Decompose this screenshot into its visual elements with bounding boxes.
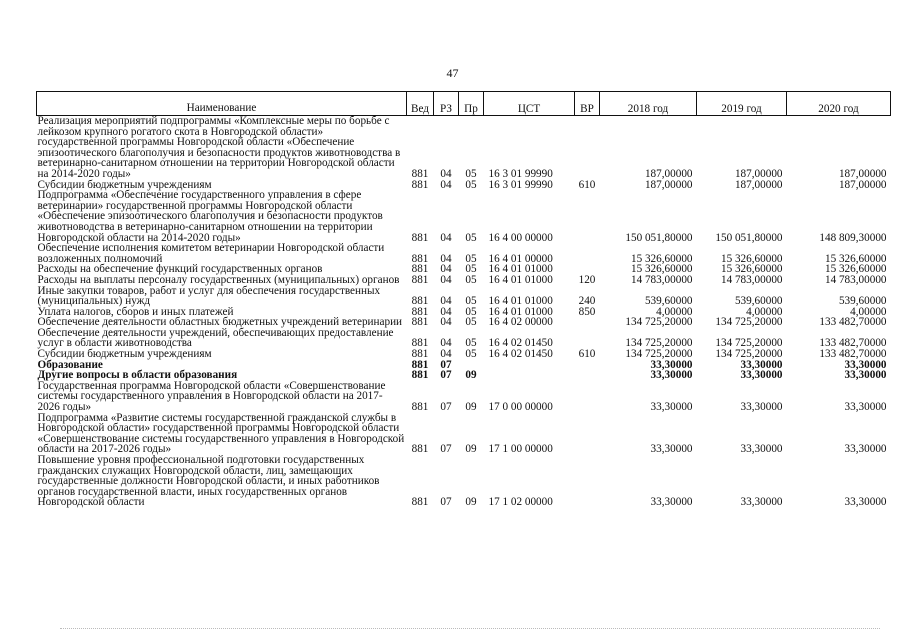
cell-vr xyxy=(575,317,600,328)
cell-year-2019: 134 725,20000 xyxy=(715,348,783,361)
cell-cst: 16 4 01 01000 xyxy=(488,263,553,276)
cell-year-2020: 33,30000 xyxy=(844,496,887,509)
header-name: Наименование xyxy=(37,92,407,116)
cell-name: Иные закупки товаров, работ и услуг для обеспечения государственных (муниципальных) нужд xyxy=(37,284,381,308)
cell-cst xyxy=(484,370,575,381)
cell-year-2020: 33,30000 xyxy=(844,369,887,382)
page-bottom-divider xyxy=(60,628,880,629)
cell-name: Расходы на обеспечение функций государственных органов xyxy=(37,263,323,276)
page-number: 47 xyxy=(446,66,459,80)
cell-name: Подпрограмма «Развитие системы государственной гражданской службы в Новгородской области» государственной программы Новгородской области «Совершенствование системы государственного управления в Новгородской области на 2017-2026 годы» xyxy=(37,411,405,456)
cell-pr: 05 xyxy=(465,167,477,180)
cell-cst: 16 3 01 99990 xyxy=(488,167,553,180)
cell-ved: 881 xyxy=(411,295,429,308)
cell-ved: 881 xyxy=(411,167,429,180)
cell-rz: 04 xyxy=(440,348,452,361)
cell-year-2019: 14 783,00000 xyxy=(720,273,783,286)
cell-name: Обеспечение деятельности областных бюджетных учреждений ветеринарии xyxy=(37,316,403,329)
cell-vr xyxy=(575,190,600,243)
cell-rz: 04 xyxy=(440,305,452,318)
cell-cst: 17 1 02 00000 xyxy=(488,496,553,509)
cell-cst: 16 4 02 00000 xyxy=(488,316,553,329)
cell-year-2020: 539,60000 xyxy=(838,295,887,308)
cell-ved: 881 xyxy=(411,273,429,286)
cell-year-2018: 539,60000 xyxy=(644,295,693,308)
cell-pr: 05 xyxy=(465,316,477,329)
cell-name: Государственная программа Новгородской области «Совершенствование системы государственного управления в Новгородской области на 2017-2026 годы» xyxy=(37,379,386,414)
cell-vr: 120 xyxy=(578,273,596,286)
cell-cst: 16 4 01 01000 xyxy=(488,295,553,308)
table-row xyxy=(37,275,891,286)
cell-cst: 17 1 00 00000 xyxy=(488,443,553,456)
budget-table xyxy=(36,91,891,508)
cell-cst: 16 4 00 00000 xyxy=(488,231,553,244)
cell-rz: 04 xyxy=(440,263,452,276)
table-row xyxy=(37,243,891,264)
cell-year-2020: 133 482,70000 xyxy=(819,348,887,361)
cell-pr: 05 xyxy=(465,348,477,361)
cell-vr xyxy=(575,413,600,455)
cell-ved: 881 xyxy=(411,305,429,318)
cell-rz: 04 xyxy=(440,337,452,350)
cell-year-2020: 187,00000 xyxy=(838,167,887,180)
cell-year-2020: 148 809,30000 xyxy=(819,231,887,244)
cell-year-2020: 14 783,00000 xyxy=(824,273,887,286)
header-rz: РЗ xyxy=(434,92,459,116)
cell-ved: 881 xyxy=(411,178,429,191)
cell-ved: 881 xyxy=(411,316,429,329)
cell-year-2018: 14 783,00000 xyxy=(630,273,693,286)
cell-year-2020: 133 482,70000 xyxy=(819,337,887,350)
cell-name: Реализация мероприятий подпрограммы «Комплексные меры по борьбе с лейкозом крупного рогатого скота в Новгородской области» государственной программы Новгородской области «Обеспечение эпизоотического благополучия и безопасности продуктов животноводства в ветеринарно-санитарном отношении на территории Новгородской области на 2014-2020 годы» xyxy=(37,115,401,180)
cell-vr: 240 xyxy=(578,295,596,308)
cell-pr: 05 xyxy=(465,231,477,244)
cell-year-2018: 33,30000 xyxy=(650,401,693,414)
cell-year-2018: 150 051,80000 xyxy=(625,231,693,244)
cell-pr: 05 xyxy=(465,273,477,286)
cell-year-2018: 134 725,20000 xyxy=(625,348,693,361)
cell-year-2018: 187,00000 xyxy=(644,167,693,180)
cell-year-2018: 15 326,60000 xyxy=(630,263,693,276)
header-cst: ЦСТ xyxy=(484,92,575,116)
cell-rz: 04 xyxy=(440,178,452,191)
cell-name: Расходы на выплаты персоналу государственных (муниципальных) органов xyxy=(37,273,400,286)
cell-year-2019: 539,60000 xyxy=(734,295,783,308)
cell-vr xyxy=(575,381,600,413)
cell-ved: 881 xyxy=(411,231,429,244)
cell-year-2018: 33,30000 xyxy=(650,358,693,371)
table-row xyxy=(37,381,891,413)
header-2018: 2018 год xyxy=(600,92,697,116)
cell-cst xyxy=(484,360,575,371)
cell-vr xyxy=(575,455,600,508)
cell-year-2018: 15 326,60000 xyxy=(630,252,693,265)
cell-year-2019: 4,00000 xyxy=(746,305,783,318)
cell-year-2019: 134 725,20000 xyxy=(715,316,783,329)
cell-name: Уплата налогов, сборов и иных платежей xyxy=(37,305,234,318)
cell-rz: 04 xyxy=(440,295,452,308)
table-row xyxy=(37,455,891,508)
cell-pr: 05 xyxy=(465,263,477,276)
table-row xyxy=(37,190,891,243)
cell-pr: 05 xyxy=(465,252,477,265)
cell-ved: 881 xyxy=(411,401,429,414)
cell-year-2020: 33,30000 xyxy=(844,401,887,414)
header-vr: ВР xyxy=(575,92,600,116)
cell-vr: 850 xyxy=(578,305,596,318)
cell-year-2020: 33,30000 xyxy=(844,358,887,371)
cell-pr: 09 xyxy=(465,496,477,509)
cell-name: Образование xyxy=(37,358,103,371)
table-body xyxy=(37,116,891,508)
cell-year-2019: 187,00000 xyxy=(734,178,783,191)
cell-year-2018: 33,30000 xyxy=(650,443,693,456)
cell-year-2018: 33,30000 xyxy=(650,496,693,509)
cell-year-2019: 15 326,60000 xyxy=(720,263,783,276)
cell-year-2020: 15 326,60000 xyxy=(824,263,887,276)
cell-year-2019: 187,00000 xyxy=(734,167,783,180)
cell-name: Подпрограмма «Обеспечение государственного управления в сфере ветеринарии» государственной программы Новгородской области «Обеспечение эпизоотического благополучия и безопасности продуктов животноводства в ветеринарно-санитарном отношении на территории Новгородской области на 2014-2020 годы» xyxy=(37,189,383,244)
cell-cst: 16 4 02 01450 xyxy=(488,348,553,361)
table-row xyxy=(37,116,891,180)
cell-year-2019: 33,30000 xyxy=(740,496,783,509)
cell-name: Субсидии бюджетным учреждениям xyxy=(37,348,212,361)
table-row xyxy=(37,413,891,455)
cell-year-2020: 4,00000 xyxy=(850,305,887,318)
cell-ved: 881 xyxy=(411,252,429,265)
cell-rz: 07 xyxy=(440,401,452,414)
cell-rz: 07 xyxy=(440,443,452,456)
cell-year-2018: 134 725,20000 xyxy=(625,337,693,350)
cell-ved: 881 xyxy=(411,263,429,276)
cell-cst: 16 4 01 01000 xyxy=(488,305,553,318)
cell-pr: 05 xyxy=(465,337,477,350)
header-2020: 2020 год xyxy=(787,92,891,116)
cell-ved: 881 xyxy=(411,358,429,371)
cell-pr: 05 xyxy=(465,305,477,318)
cell-year-2020: 133 482,70000 xyxy=(819,316,887,329)
cell-year-2018: 33,30000 xyxy=(650,369,693,382)
cell-ved: 881 xyxy=(411,443,429,456)
cell-vr: 610 xyxy=(578,178,596,191)
cell-pr: 09 xyxy=(465,401,477,414)
cell-rz: 04 xyxy=(440,231,452,244)
cell-vr xyxy=(575,370,600,381)
cell-cst: 16 4 01 00000 xyxy=(488,252,553,265)
cell-vr xyxy=(575,116,600,180)
cell-pr: 05 xyxy=(465,295,477,308)
cell-rz: 07 xyxy=(440,369,452,382)
table-header-row xyxy=(37,92,891,116)
cell-year-2020: 15 326,60000 xyxy=(824,252,887,265)
cell-year-2020: 187,00000 xyxy=(838,178,887,191)
cell-vr xyxy=(575,360,600,371)
cell-year-2019: 134 725,20000 xyxy=(715,337,783,350)
table-row xyxy=(37,328,891,349)
cell-cst: 16 3 01 99990 xyxy=(488,178,553,191)
cell-pr: 09 xyxy=(465,443,477,456)
cell-vr: 610 xyxy=(578,348,596,361)
cell-name: Субсидии бюджетным учреждениям xyxy=(37,178,212,191)
cell-rz: 04 xyxy=(440,252,452,265)
cell-year-2018: 4,00000 xyxy=(656,305,693,318)
cell-rz: 04 xyxy=(440,273,452,286)
cell-year-2019: 33,30000 xyxy=(740,358,783,371)
cell-ved: 881 xyxy=(411,369,429,382)
cell-rz: 07 xyxy=(440,358,452,371)
cell-year-2018: 187,00000 xyxy=(644,178,693,191)
cell-cst: 17 0 00 00000 xyxy=(488,401,553,414)
cell-cst: 16 4 01 01000 xyxy=(488,273,553,286)
table-row xyxy=(37,286,891,307)
cell-ved: 881 xyxy=(411,496,429,509)
cell-year-2020: 33,30000 xyxy=(844,443,887,456)
cell-year-2018: 134 725,20000 xyxy=(625,316,693,329)
cell-name: Обеспечение исполнения комитетом ветеринарии Новгородской области возложенных полномочий xyxy=(37,242,385,265)
cell-rz: 04 xyxy=(440,167,452,180)
cell-pr: 09 xyxy=(465,369,477,382)
cell-year-2019: 33,30000 xyxy=(740,401,783,414)
cell-ved: 881 xyxy=(411,348,429,361)
cell-year-2019: 15 326,60000 xyxy=(720,252,783,265)
cell-vr xyxy=(575,328,600,349)
cell-pr: 05 xyxy=(465,178,477,191)
cell-year-2019: 33,30000 xyxy=(740,369,783,382)
cell-rz: 07 xyxy=(440,496,452,509)
cell-rz: 04 xyxy=(440,316,452,329)
cell-vr xyxy=(575,243,600,264)
cell-name: Обеспечение деятельности учреждений, обеспечивающих предоставление услуг в области животноводства xyxy=(37,326,394,350)
header-2019: 2019 год xyxy=(697,92,787,116)
cell-name: Повышение уровня профессиональной подготовки государственных гражданских служащих Новгородской области, лиц, замещающих государственные должности Новгородской области, и иных работников органов государственной власти, иных государственных органов Новгородской области xyxy=(37,454,380,509)
cell-cst: 16 4 02 01450 xyxy=(488,337,553,350)
cell-year-2019: 150 051,80000 xyxy=(715,231,783,244)
cell-ved: 881 xyxy=(411,337,429,350)
header-pr: Пр xyxy=(459,92,484,116)
header-ved: Вед xyxy=(407,92,434,116)
cell-year-2019: 33,30000 xyxy=(740,443,783,456)
cell-name: Другие вопросы в области образования xyxy=(37,369,238,382)
